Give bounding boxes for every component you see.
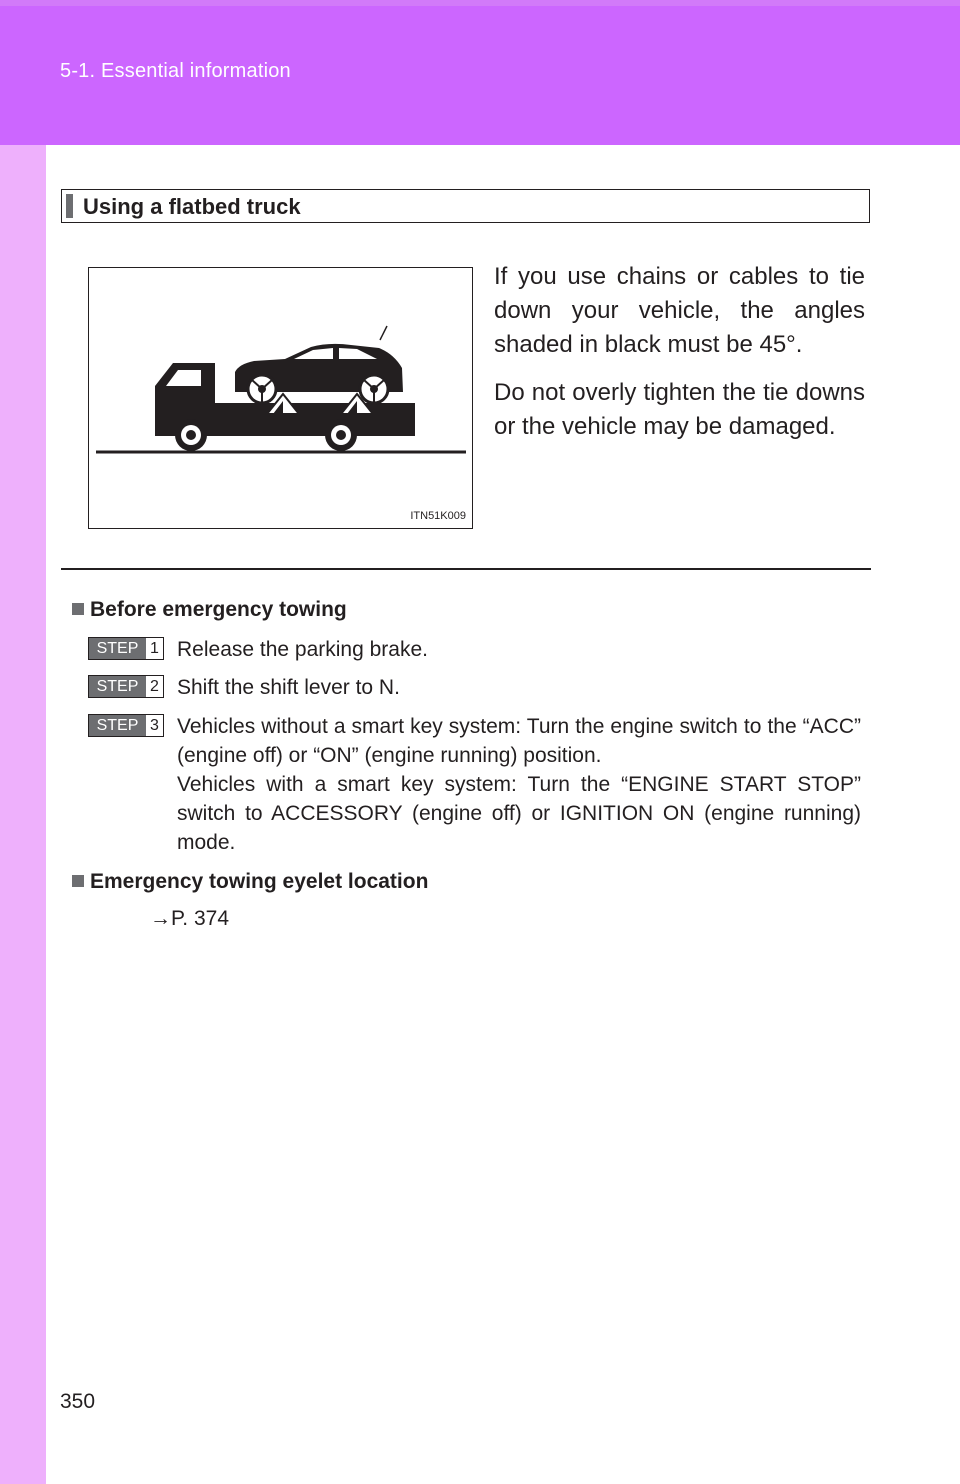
step-badge xyxy=(88,714,164,737)
step-label: STEP xyxy=(89,676,146,697)
section-divider xyxy=(61,568,871,570)
breadcrumb: 5-1. Essential information xyxy=(60,60,291,82)
step-text: Shift the shift lever to N. xyxy=(177,676,400,699)
bullet-square-icon xyxy=(72,875,84,887)
step-badge xyxy=(88,637,164,660)
step-badge xyxy=(88,675,164,698)
side-tab-band xyxy=(0,145,46,1484)
before-towing-heading xyxy=(72,598,347,622)
flatbed-instructions xyxy=(494,260,865,458)
section-title-bar xyxy=(61,189,870,223)
step-text-no-smart-key: Vehicles without a smart key system: Turn the engine switch to the “ACC” (engine off) or “ON” (engine running) position. xyxy=(177,715,861,767)
section-title-marker xyxy=(66,194,73,218)
flatbed-paragraph-2: Do not overly tighten the tie downs or the vehicle may be damaged. xyxy=(494,379,865,440)
step-text: Release the parking brake. xyxy=(177,638,428,661)
flatbed-paragraph-1: If you use chains or cables to tie down your vehicle, the angles shaded in black must be 45°. xyxy=(494,263,865,358)
figure-code: ITN51K009 xyxy=(410,510,466,522)
section-title: Using a flatbed truck xyxy=(83,194,301,219)
bullet-square-icon xyxy=(72,603,84,615)
before-towing-heading-text: Before emergency towing xyxy=(90,598,347,621)
step-number: 1 xyxy=(146,638,163,659)
eyelet-heading-text: Emergency towing eyelet location xyxy=(90,870,429,893)
step-label: STEP xyxy=(89,638,146,659)
page-reference-link[interactable]: →P. 374 xyxy=(150,907,230,930)
step-text xyxy=(177,712,861,857)
flatbed-truck-with-car-icon xyxy=(89,268,472,528)
page-number: 350 xyxy=(60,1390,96,1413)
step-label: STEP xyxy=(89,715,146,736)
step-number: 3 xyxy=(146,715,163,736)
step-text-smart-key: Vehicles with a smart key system: Turn the “ENGINE START STOP” switch to ACCESSORY (engine off) or IGNITION ON (engine running) mode. xyxy=(177,773,861,854)
step-number: 2 xyxy=(146,676,163,697)
eyelet-heading xyxy=(72,870,428,894)
flatbed-figure xyxy=(88,267,473,529)
header-band-edge xyxy=(0,0,960,6)
